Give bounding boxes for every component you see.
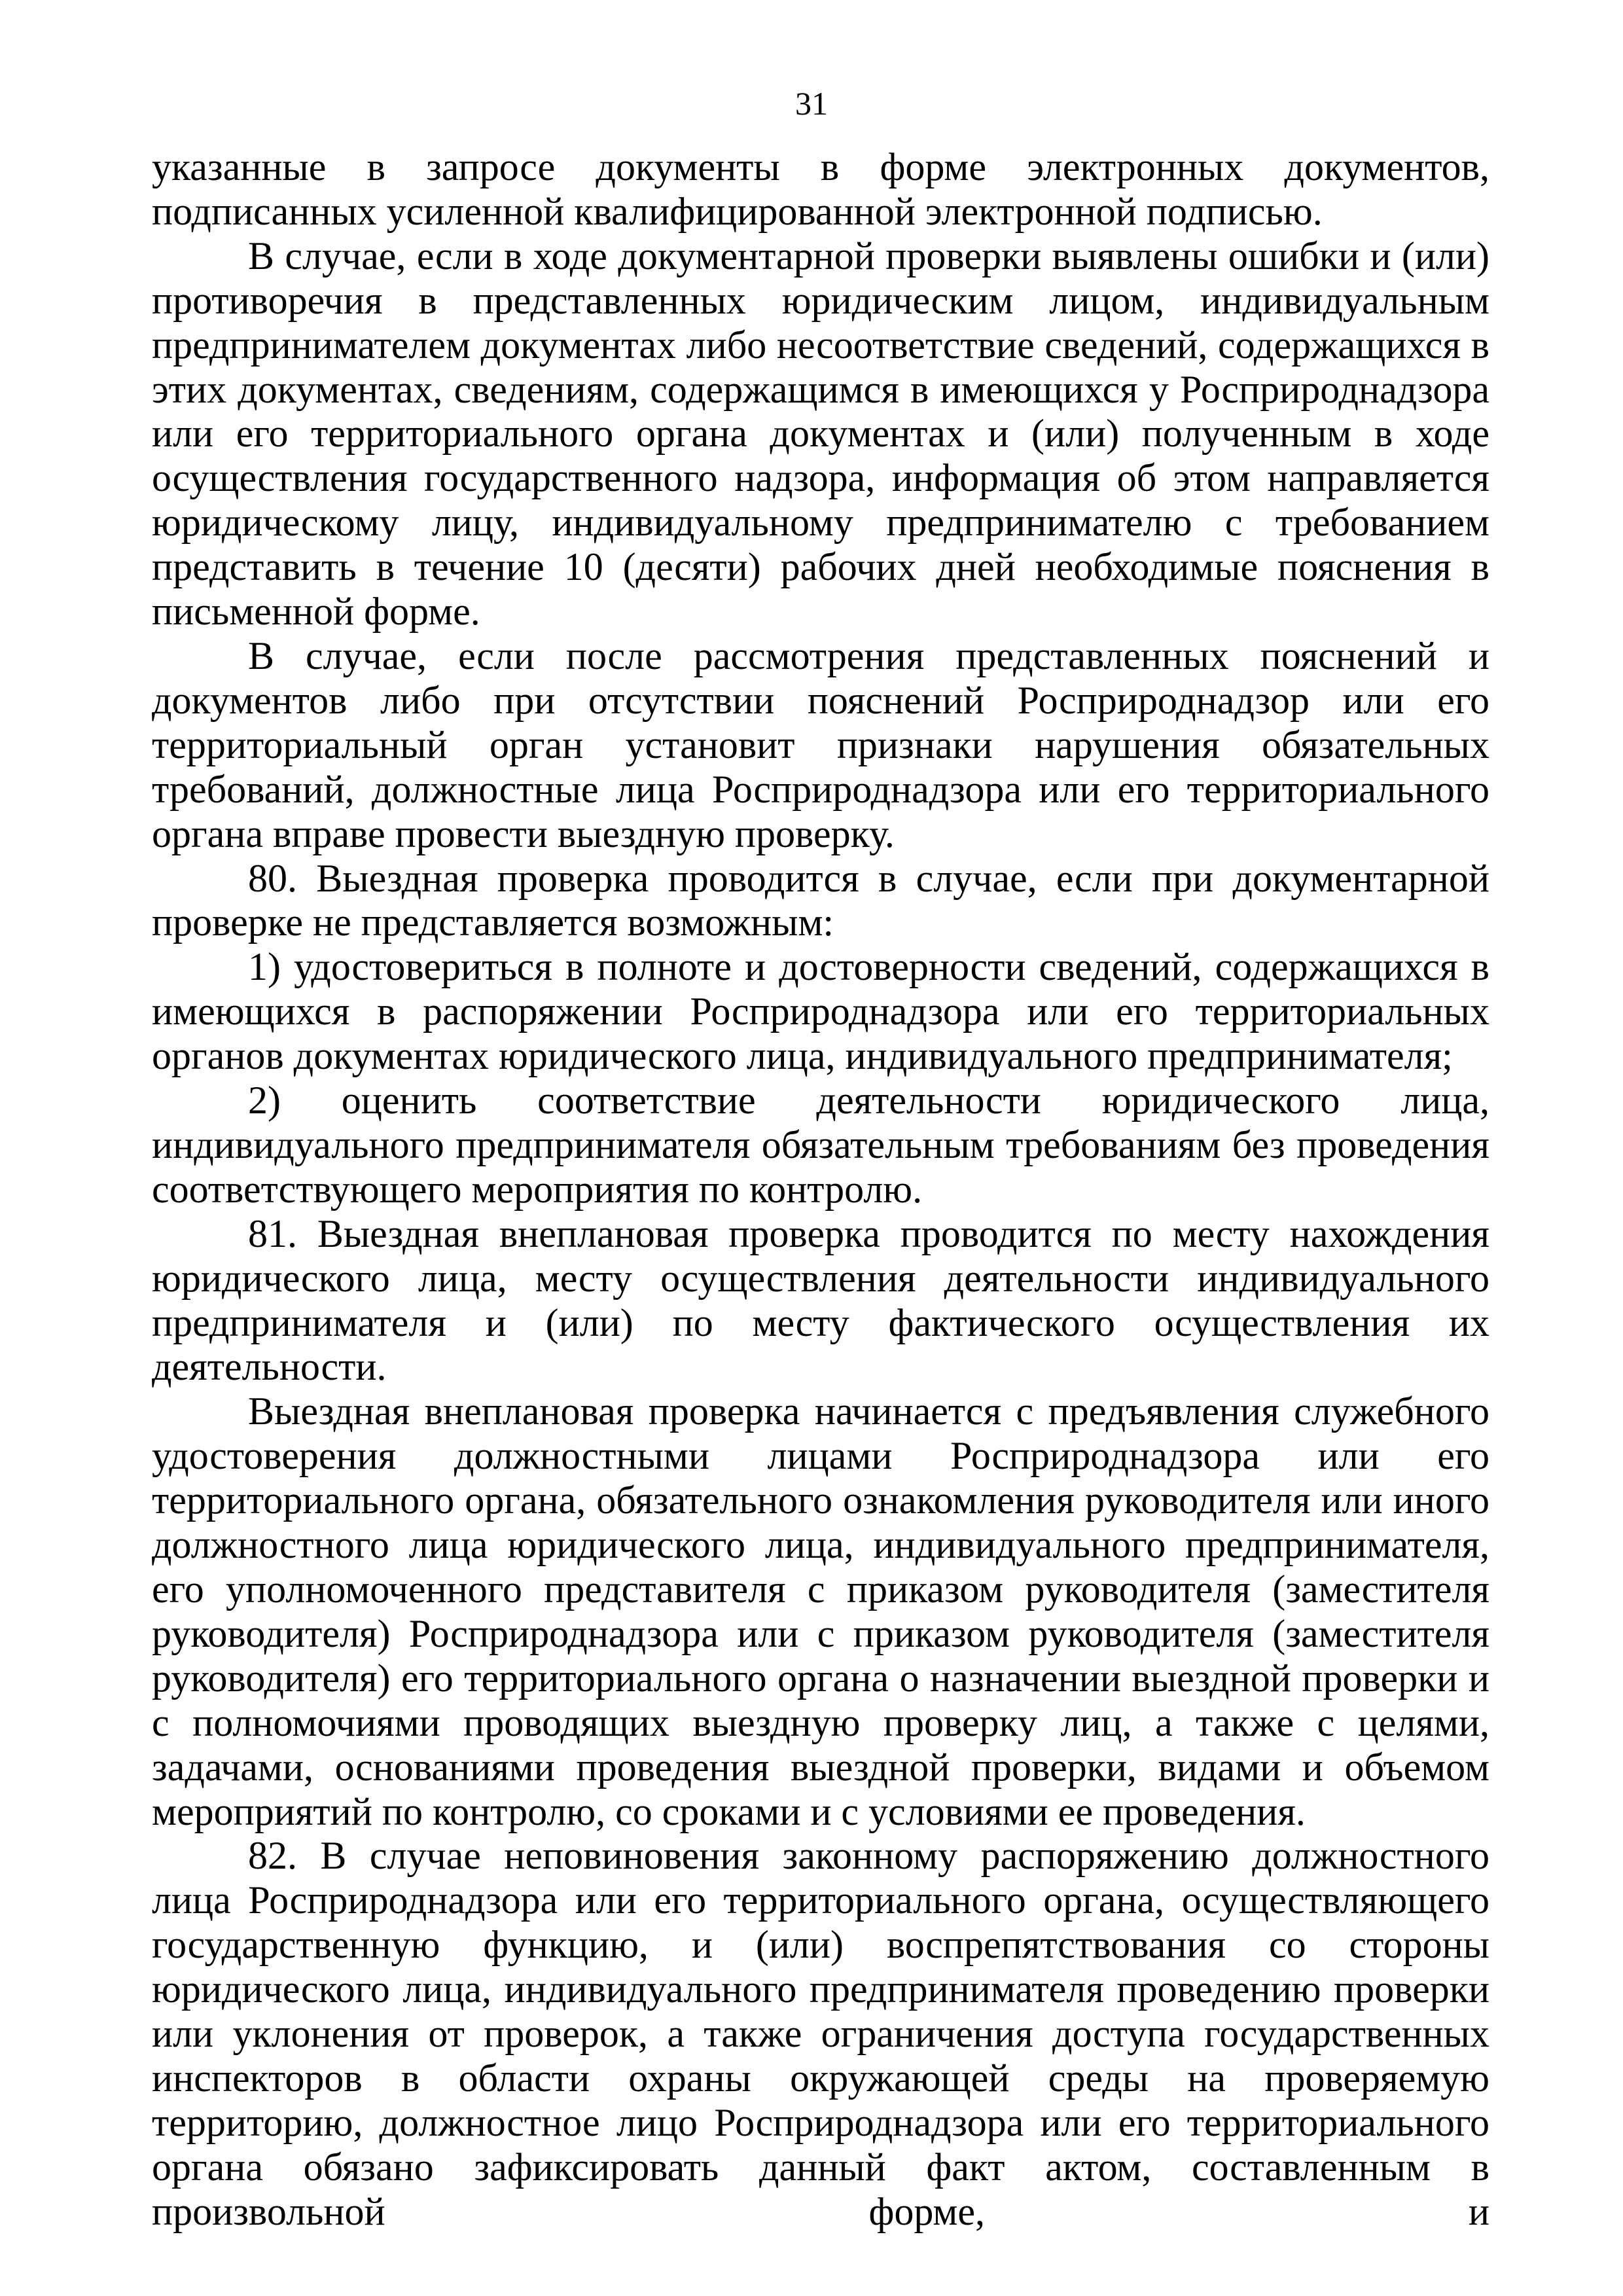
document-body — [152, 145, 1489, 2234]
paragraph-item-80: 80. Выездная проверка проводится в случае, если при документарной проверке не представляется возможным: — [152, 856, 1489, 944]
paragraph-after-explanations: В случае, если после рассмотрения представленных пояснений и документов либо при отсутствии пояснений Росприроднадзор или его территориальный орган установит признаки нарушения обязательных требований, должностные лица Росприроднадзора или его территориального органа вправе провести выездную проверку. — [152, 634, 1489, 855]
paragraph-field-inspection-start: Выездная внеплановая проверка начинается с предъявления служебного удостоверения должностными лицами Росприроднадзора или его территориального органа, обязательного ознакомления руководителя или иного должностного лица юридического лица, индивидуального предпринимателя, его уполномоченного представителя с приказом руководителя (заместителя руководителя) Росприроднадзора или с приказом руководителя (заместителя руководителя) его территориального органа о назначении выездной проверки и с полномочиями проводящих выездную проверку лиц, а также с целями, задачами, основаниями проведения выездной проверки, видами и объемом мероприятий по контролю, со сроками и с условиями ее проведения. — [152, 1390, 1489, 1833]
paragraph-errors-in-documents: В случае, если в ходе документарной проверки выявлены ошибки и (или) противоречия в представленных юридическим лицом, индивидуальным предпринимателем документах либо несоответствие сведений, содержащихся в этих документах, сведениям, содержащимся в имеющихся у Росприроднадзора или его территориального органа документах и (или) полученным в ходе осуществления государственного надзора, информация об этом направляется юридическому лицу, индивидуальному предпринимателю с требованием представить в течение 10 (десяти) рабочих дней необходимые пояснения в письменной форме. — [152, 234, 1489, 634]
paragraph-item-80-1: 1) удостовериться в полноте и достоверности сведений, содержащихся в имеющихся в распоряжении Росприроднадзора или его территориальных органов документах юридического лица, индивидуального предпринимателя; — [152, 945, 1489, 1078]
paragraph-continuation: указанные в запросе документы в форме электронных документов, подписанных усиленной квалифицированной электронной подписью. — [152, 145, 1489, 233]
paragraph-item-81: 81. Выездная внеплановая проверка проводится по месту нахождения юридического лица, месту осуществления деятельности индивидуального предпринимателя и (или) по месту фактического осуществления их деятельности. — [152, 1211, 1489, 1389]
paragraph-item-80-2: 2) оценить соответствие деятельности юридического лица, индивидуального предпринимателя обязательным требованиям без проведения соответствующего мероприятия по контролю. — [152, 1079, 1489, 1211]
page-number: 31 — [795, 85, 828, 122]
paragraph-item-82: 82. В случае неповиновения законному распоряжению должностного лица Росприроднадзора или его территориального органа, осуществляющего государственную функцию, и (или) воспрепятствования со стороны юридического лица, индивидуального предпринимателя проведению проверки или уклонения от проверок, а также ограничения доступа государственных инспекторов в области охраны окружающей среды на проверяемую территорию, должностное лицо Росприроднадзора или его территориального органа обязано зафиксировать данный факт актом, составленным в произвольной форме, и — [152, 1834, 1489, 2233]
